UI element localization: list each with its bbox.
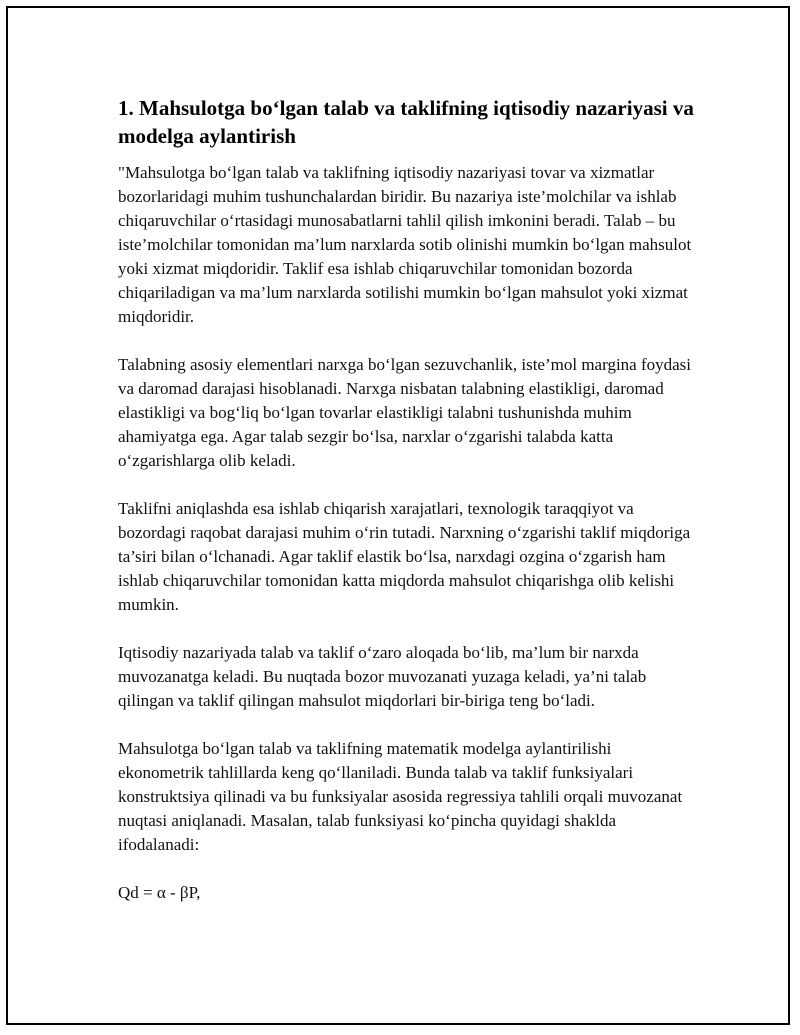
paragraph: Taklifni aniqlashda esa ishlab chiqarish xarajatlari, texnologik taraqqiyot va bozordagi raqobat darajasi muhim o‘rin tutadi. Narxning o‘zgarishi taklif miqdoriga ta’siri bilan o‘lchanadi. Agar taklif elastik bo‘lsa, narxdagi ozgina o‘zgarish ham ishlab chiqaruvchilar tomonidan katta miqdorda mahsulot chiqarishga olib kelishi mumkin. [118, 499, 691, 614]
formula: Qd = α - βP, [118, 883, 201, 902]
paragraph: Talabning asosiy elementlari narxga bo‘lgan sezuvchanlik, iste’mol margina foydasi va daromad darajasi hisoblanadi. Narxga nisbatan talabning elastikligi, daromad elastikligi va bog‘liq bo‘lgan tovarlar elastikligi talabni tushunishda muhim ahamiyatga ega. Agar talab sezgir bo‘lsa, narxlar o‘zgarishi talabda katta o‘zgarishlarga olib keladi. [118, 355, 692, 470]
document-body [118, 94, 698, 929]
paragraph: Mahsulotga bo‘lgan talab va taklifning matematik modelga aylantirilishi ekonometrik tahlillarda keng qo‘llaniladi. Bunda talab va taklif funksiyalari konstruktsiya qilinadi va bu funksiyalar asosida regressiya tahlili orqali muvozanat nuqtasi aniqlanadi. Masalan, talab funksiyasi ko‘pincha quyidagi shaklda ifodalanadi: [118, 739, 683, 854]
section-heading: 1. Mahsulotga bo‘lgan talab va taklifning iqtisodiy nazariyasi va modelga aylantirish [118, 96, 694, 148]
paragraph: Iqtisodiy nazariyada talab va taklif o‘zaro aloqada bo‘lib, ma’lum bir narxda muvozanatga keladi. Bu nuqtada bozor muvozanati yuzaga keladi, ya’ni talab qilingan va taklif qilingan mahsulot miqdorlari bir-biriga teng bo‘ladi. [118, 643, 647, 710]
paragraph: "Mahsulotga bo‘lgan talab va taklifning iqtisodiy nazariyasi tovar va xizmatlar bozorlaridagi muhim tushunchalardan biridir. Bu nazariya iste’molchilar va ishlab chiqaruvchilar o‘rtasidagi munosabatlarni tahlil qilish imkonini beradi. Talab – bu iste’molchilar tomonidan ma’lum narxlarda sotib olinishi mumkin bo‘lgan mahsulot yoki xizmat miqdoridir. Taklif esa ishlab chiqaruvchilar tomonidan bozorda chiqariladigan va ma’lum narxlarda sotilishi mumkin bo‘lgan mahsulot yoki xizmat miqdoridir. [118, 163, 692, 326]
